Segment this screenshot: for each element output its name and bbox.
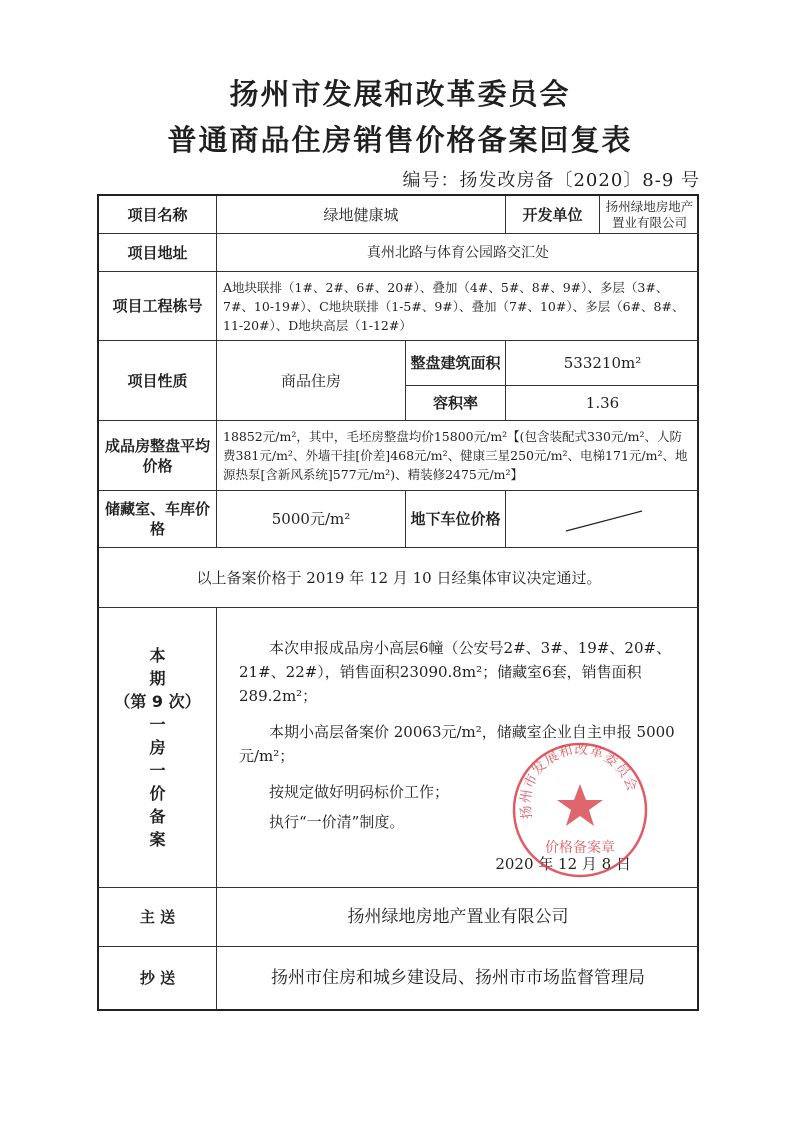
buildings-label: 项目工程栋号 [99,272,217,341]
seal-arc-text: 扬州市发展和改革委员会 [517,741,641,820]
parking-price-value [506,491,699,548]
nature-label: 项目性质 [99,341,217,421]
total-area-value: 533210m² [506,341,699,386]
project-name-value: 绿地健康城 [217,196,506,234]
parking-label: 地下车位价格 [406,491,506,548]
period-date: 2020 年 12 月 8 日 [495,855,631,873]
avg-price-label: 成品房整盘平均价格 [99,421,217,491]
far-label: 容积率 [406,386,506,421]
address-value: 真州北路与体育公园路交汇处 [217,234,699,272]
seal-bottom-text: 价格备案章 [545,840,615,856]
nature-value: 商品住房 [217,341,406,421]
approval-statement: 以上备案价格于 2019 年 12 月 10 日经集体审议决定通过。 [99,548,699,608]
developer-label: 开发单位 [506,196,600,234]
period-paragraph-3: 按规定做好明码标价工作； [269,783,450,801]
period-label: 本 期 （第 9 次） 一 房 一 价 备 案 [99,608,217,888]
buildings-value: A地块联排（1#、2#、6#、20#）、叠加（4#、5#、8#、9#）、多层（3#、7#、10-19#）、C地块联排（1-5#、9#）、叠加（7#、10#）、多层（6#、8#、11-20#）、D地块高层（1-12#） [217,272,699,341]
avg-price-value: 18852元/m²，其中，毛坯房整盘均价15800元/m²【(包含装配式330元/m²、人防费381元/m²、外墙干挂[价差]468元/m²、健康三星250元/m²、电梯171元/m²、地源热泵[含新风系统]577元/m²)、精装修2475元/m²】 [217,421,699,491]
seal-star-icon [557,784,603,826]
period-paragraph-2: 本期小高层备案价 20063元/m²，储藏室企业自主申报 5000元/m²； [239,723,675,765]
storage-label: 储藏室、车库价格 [99,491,217,548]
project-name-label: 项目名称 [99,196,217,234]
page-title-line1: 扬州市发展和改革委员会 [229,77,571,111]
period-paragraph-4: 执行“一价清”制度。 [269,813,405,831]
document-number: 编号：扬发改房备〔2020〕8-9 号 [402,170,700,191]
page-title-line2: 普通商品住房销售价格备案回复表 [167,123,633,157]
address-label: 项目地址 [99,234,217,272]
cc-label: 抄 送 [99,947,217,1009]
main-send-value: 扬州绿地房地产置业有限公司 [217,888,699,947]
developer-value: 扬州绿地房地产置业有限公司 [600,196,699,234]
storage-price-value: 5000元/m² [217,491,406,548]
far-value: 1.36 [506,386,699,421]
main-send-label: 主 送 [99,888,217,947]
official-seal [510,740,650,880]
record-table [97,194,699,1011]
cc-value: 扬州市住房和城乡建设局、扬州市市场监督管理局 [271,968,645,988]
period-paragraph-1: 本次申报成品房小高层6幢（公安号2#、3#、19#、20#、21#、22#），销售面积23090.8m²；储藏室6套，销售面积289.2m²； [239,639,672,705]
strike-line [506,491,699,548]
total-area-label: 整盘建筑面积 [406,341,506,386]
